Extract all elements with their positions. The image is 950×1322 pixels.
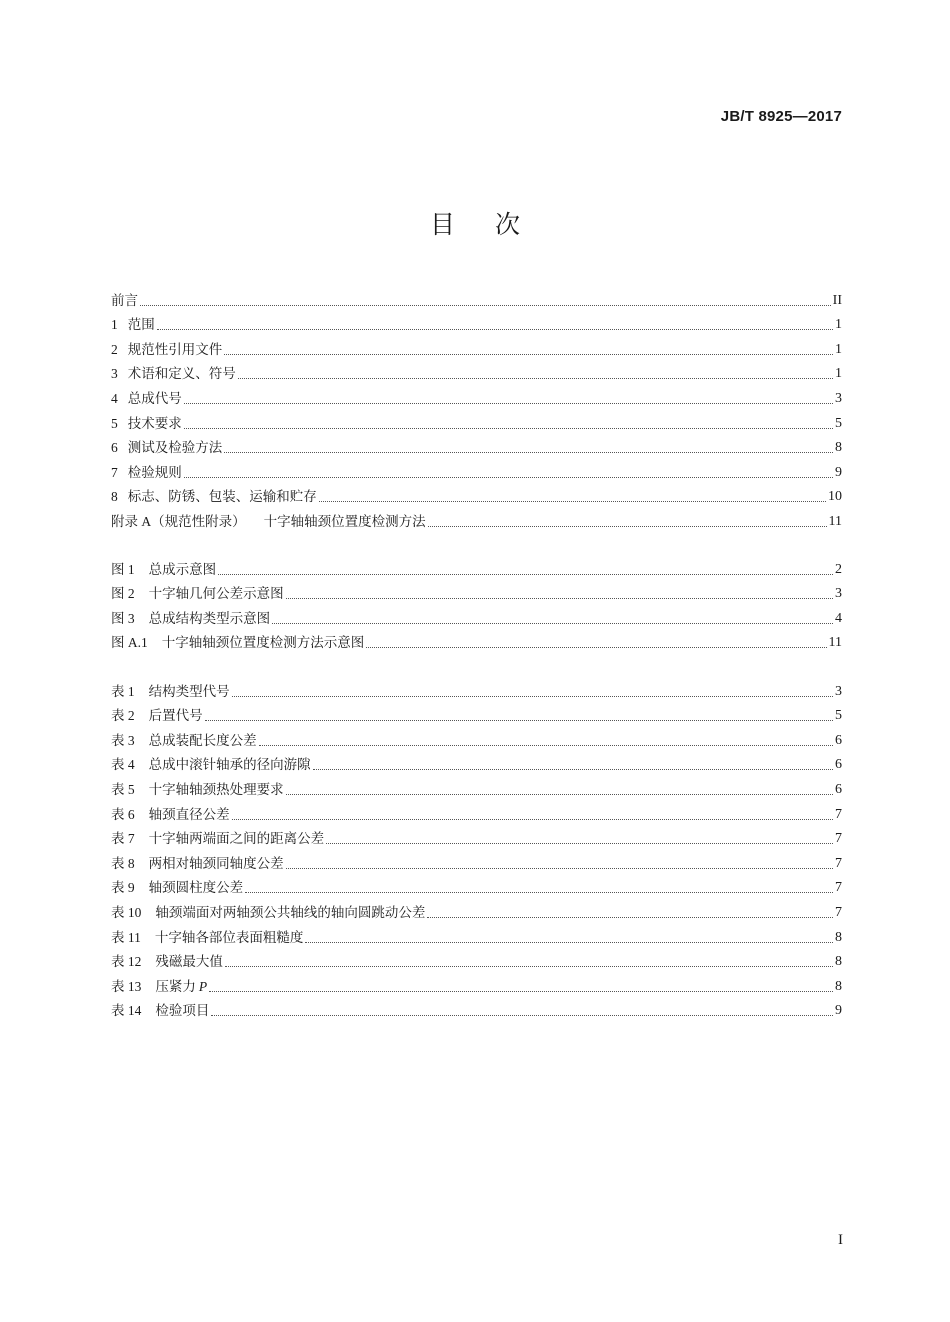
toc-entry-label [111, 585, 284, 603]
toc-entry-text: 结构类型代号 [148, 683, 230, 700]
dot-leader [245, 878, 833, 893]
toc-entry[interactable] [111, 824, 842, 849]
dot-leader [224, 340, 833, 355]
toc-entry-symbol: P [198, 978, 208, 994]
toc-entry[interactable] [111, 701, 842, 726]
toc-entry-number: 表 7 [111, 831, 135, 847]
toc-entry-label [111, 953, 223, 971]
toc-entry-label [111, 439, 222, 457]
toc-entry-label [111, 683, 230, 701]
toc-sections [111, 285, 842, 531]
dot-leader [326, 829, 833, 844]
toc-entry-page: 7 [835, 904, 842, 920]
toc-entry[interactable] [111, 774, 842, 799]
toc-entry[interactable] [111, 628, 842, 653]
toc-entry-text: 十字轴几何公差示意图 [148, 586, 284, 603]
toc-entry-label [111, 830, 324, 848]
toc-entry[interactable] [111, 579, 842, 604]
toc-entry-text: 总成结构类型示意图 [148, 610, 271, 627]
toc-entry-number: 8 [111, 489, 118, 505]
dot-leader [238, 364, 833, 379]
toc-entry-page: 6 [835, 732, 842, 748]
toc-entry-page: 3 [835, 586, 842, 602]
toc-entry-label [111, 707, 203, 725]
toc-entry-page: 7 [835, 855, 842, 871]
toc-entry[interactable] [111, 482, 842, 507]
toc-entry-number: 附录 A（规范性附录） [111, 513, 246, 529]
toc-entry[interactable] [111, 676, 842, 701]
toc-entry[interactable] [111, 873, 842, 898]
toc-entry-number: 3 [111, 366, 118, 382]
dot-leader [232, 805, 833, 820]
toc-entry-text: 范围 [127, 317, 155, 334]
toc-tables [111, 676, 842, 1020]
toc-entry-number: 表 9 [111, 880, 135, 896]
toc-entry-number: 表 12 [111, 954, 142, 970]
toc-entry-text: 术语和定义、符号 [127, 366, 236, 383]
toc-entry-number: 表 3 [111, 732, 135, 748]
toc-entry-label [111, 879, 243, 897]
toc-entry[interactable] [111, 799, 842, 824]
toc-entry[interactable] [111, 922, 842, 947]
toc-entry-number: 表 4 [111, 757, 135, 773]
toc-entry-text: 总成装配长度公差 [148, 732, 257, 749]
dot-leader [305, 928, 833, 943]
toc-entry-label [111, 316, 155, 334]
toc-entry[interactable] [111, 996, 842, 1021]
toc-entry-label [111, 488, 317, 506]
toc-entry-number: 表 6 [111, 806, 135, 822]
toc-entry-number: 表 10 [111, 904, 142, 920]
toc-entry-number: 5 [111, 415, 118, 431]
toc-entry-page: 6 [835, 781, 842, 797]
toc-entry-page: 7 [835, 806, 842, 822]
dot-leader [184, 463, 833, 478]
toc-entry-text: 测试及检验方法 [127, 440, 223, 457]
toc-entry-number: 表 14 [111, 1003, 142, 1019]
toc-entry-text: 总成代号 [127, 390, 182, 407]
dot-leader [184, 414, 833, 429]
toc-entry-number: 图 3 [111, 610, 135, 626]
toc-entry-number: 表 13 [111, 978, 142, 994]
toc-entry-text: 后置代号 [148, 708, 203, 725]
standard-code: JB/T 8925—2017 [720, 108, 842, 125]
toc-entry-number: 表 8 [111, 855, 135, 871]
dot-leader [286, 780, 833, 795]
toc-entry-label [111, 855, 284, 873]
toc-entry-label [111, 904, 425, 922]
toc-entry-page: 9 [835, 1003, 842, 1019]
toc-entry-text: 轴颈直径公差 [148, 806, 230, 823]
toc-entry-page: 5 [835, 415, 842, 431]
toc-entry[interactable] [111, 506, 842, 531]
toc-entry-label [111, 415, 182, 433]
toc-entry[interactable] [111, 603, 842, 628]
toc-entry-text: 十字轴轴颈热处理要求 [148, 781, 284, 798]
toc-entry[interactable] [111, 408, 842, 433]
dot-leader [427, 903, 833, 918]
toc-entry-label: 前言 [111, 292, 138, 309]
toc-entry-page: 1 [835, 341, 842, 357]
toc-entry-text: 十字轴两端面之间的距离公差 [148, 831, 325, 848]
page-number: I [838, 1232, 843, 1248]
toc-entry-label [111, 634, 364, 652]
dot-leader [286, 854, 833, 869]
toc-entry[interactable] [111, 359, 842, 384]
toc-entry-page: 8 [835, 954, 842, 970]
toc-entry-label [111, 929, 303, 947]
toc-entry-page: 4 [835, 610, 842, 626]
page-title: 目次 [429, 210, 560, 239]
dot-leader [224, 438, 833, 453]
toc-entry-number: 表 11 [111, 929, 141, 945]
toc-entry[interactable] [111, 725, 842, 750]
toc-entry-page: 8 [835, 440, 842, 456]
toc-entry-text: 总成示意图 [148, 561, 217, 578]
toc-entry-number: 7 [111, 464, 118, 480]
toc-entry-text: 十字轴轴颈位置度检测方法 [263, 513, 426, 530]
toc-entry-page: 11 [828, 513, 842, 529]
toc-entry-label [111, 341, 222, 359]
toc-entry-page: 1 [835, 366, 842, 382]
toc-entry-text: 轴颈圆柱度公差 [148, 880, 244, 897]
toc-entry[interactable] [111, 285, 842, 310]
toc-entry-text: 压紧力 [155, 978, 196, 995]
toc-entry-page: 7 [835, 831, 842, 847]
dot-leader [205, 706, 833, 721]
toc-entry[interactable] [111, 334, 842, 359]
toc-entry-label [111, 610, 270, 628]
toc-entry-number: 6 [111, 440, 118, 456]
toc-entry-label [111, 390, 182, 408]
toc-entry[interactable] [111, 848, 842, 873]
toc-entry-page: 9 [835, 464, 842, 480]
toc-entry-text: 技术要求 [127, 415, 182, 432]
toc-entry-number: 1 [111, 317, 118, 333]
toc-entry-page: 2 [835, 561, 842, 577]
toc-entry-label [111, 978, 207, 996]
toc-entry[interactable] [111, 897, 842, 922]
toc-entry-label [111, 756, 311, 774]
toc-entry-number: 表 5 [111, 781, 135, 797]
toc-entry-number: 表 2 [111, 708, 135, 724]
toc-entry-page: 10 [828, 489, 842, 505]
toc-entry-label [111, 1002, 209, 1020]
dot-leader [211, 1001, 833, 1016]
toc-entry-page: 7 [835, 880, 842, 896]
dot-leader [428, 512, 827, 527]
toc-figures [111, 554, 842, 652]
toc-entry-text: 总成中滚针轴承的径向游隙 [148, 757, 311, 774]
toc-entry-number: 表 1 [111, 683, 135, 699]
dot-leader [319, 487, 826, 502]
toc-entry-text: 检验规则 [127, 464, 182, 481]
toc-entry-page: II [832, 292, 842, 308]
toc-entry-text: 标志、防锈、包装、运输和贮存 [127, 489, 317, 506]
dot-leader [272, 609, 833, 624]
toc-entry-label [111, 464, 182, 482]
toc-entry-page: 3 [835, 683, 842, 699]
toc-entry-label [111, 806, 230, 824]
toc-entry-text: 十字轴轴颈位置度检测方法示意图 [161, 635, 365, 652]
toc-entry[interactable] [111, 310, 842, 335]
toc-entry-page: 1 [835, 317, 842, 333]
dot-leader [366, 633, 826, 648]
toc-entry-text: 规范性引用文件 [127, 341, 223, 358]
toc-entry-page: 11 [828, 635, 842, 651]
dot-leader [218, 560, 833, 575]
toc-entry-text: 检验项目 [155, 1003, 210, 1020]
toc-entry-page: 5 [835, 708, 842, 724]
toc-entry-number: 2 [111, 341, 118, 357]
dot-leader [259, 731, 833, 746]
dot-leader [184, 389, 833, 404]
dot-leader [313, 755, 833, 770]
toc-entry-text: 轴颈端面对两轴颈公共轴线的轴向圆跳动公差 [155, 904, 426, 921]
toc-entry-label [111, 732, 257, 750]
toc-entry-number: 4 [111, 390, 118, 406]
toc-entry[interactable] [111, 457, 842, 482]
dot-leader [209, 977, 833, 992]
dot-leader [232, 682, 833, 697]
toc-entry[interactable] [111, 554, 842, 579]
toc-entry-page: 3 [835, 390, 842, 406]
toc-entry-page: 6 [835, 757, 842, 773]
toc-entry-page: 8 [835, 978, 842, 994]
toc-entry-label [111, 781, 284, 799]
toc-entry-label [111, 365, 236, 383]
dot-leader [225, 952, 833, 967]
toc-entry-label [111, 561, 216, 579]
dot-leader [140, 291, 831, 306]
toc-entry[interactable] [111, 383, 842, 408]
toc-entry-number: 图 2 [111, 586, 135, 602]
toc-entry[interactable] [111, 750, 842, 775]
dot-leader [286, 584, 833, 599]
toc-entry-number: 图 A.1 [111, 635, 148, 651]
toc-entry-text: 十字轴各部位表面粗糙度 [154, 929, 304, 946]
toc-entry[interactable] [111, 947, 842, 972]
dot-leader [157, 315, 833, 330]
toc-entry-page: 8 [835, 929, 842, 945]
toc-entry-label [111, 513, 426, 531]
toc-entry[interactable] [111, 433, 842, 458]
toc-entry-number: 图 1 [111, 561, 135, 577]
toc-entry-text: 两相对轴颈同轴度公差 [148, 855, 284, 872]
toc-entry[interactable] [111, 971, 842, 996]
toc-entry-text: 残磁最大值 [155, 954, 223, 971]
